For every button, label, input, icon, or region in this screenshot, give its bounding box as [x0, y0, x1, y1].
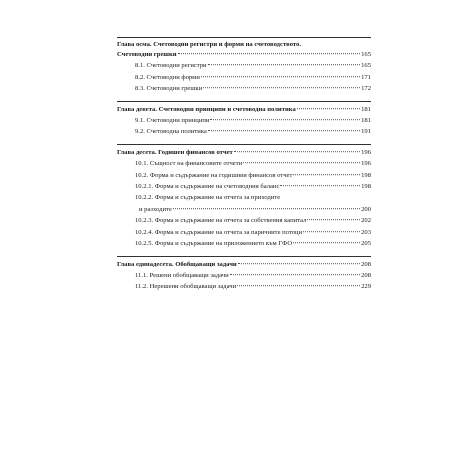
toc-entry-label: 10.2. Форма и съдържание на годишния финансов отчет — [135, 171, 293, 179]
toc-entry-page: 205 — [361, 240, 371, 248]
dot-leader — [238, 263, 360, 264]
chapter-9-page: 181 — [361, 105, 371, 113]
toc-entry-label: 8.2. Счетоводни форми — [135, 73, 200, 81]
toc-entry-8-1 — [117, 60, 371, 71]
dot-leader — [208, 131, 360, 132]
toc-entry-page: 203 — [361, 228, 371, 236]
chapter-10-title: Глава десета. Годишен финансов отчет — [117, 148, 233, 156]
toc-entry-10-2-2-line1 — [117, 192, 371, 203]
dot-leader — [210, 119, 360, 120]
toc-entry-10-1 — [117, 158, 371, 169]
dot-leader — [297, 108, 360, 109]
toc-entry-page: 181 — [361, 117, 371, 125]
toc-entry-page: 171 — [361, 73, 371, 81]
chapter-11-title: Глава единадесета. Обобщаващи задачи — [117, 260, 237, 268]
toc-entry-label: 8.3. Счетоводни грешки — [135, 85, 203, 93]
toc-entry-label: и разходите — [139, 205, 172, 213]
toc-entry-label: 10.2.1. Форма и съдържание на счетоводния баланс — [135, 183, 280, 191]
toc-entry-11-1 — [117, 270, 371, 281]
chapter-10 — [117, 145, 371, 256]
dot-leader — [293, 242, 360, 243]
dot-leader — [237, 286, 360, 287]
chapter-11 — [117, 257, 371, 299]
dot-leader — [230, 274, 360, 275]
dot-leader — [173, 208, 360, 209]
toc-entry-page: 208 — [361, 271, 371, 279]
toc-entry-label: 10.2.5. Форма и съдържание на приложението към ГФО — [135, 240, 293, 248]
chapter-8-heading — [117, 40, 371, 60]
toc-entry-label: 11.2. Нерешени обобщаващи задачи — [135, 283, 237, 291]
table-of-contents — [117, 37, 371, 299]
chapter-11-page: 208 — [361, 260, 371, 268]
dot-leader — [243, 162, 360, 163]
toc-entry-page: 191 — [361, 128, 371, 136]
toc-entry-10-2-2-line2 — [117, 204, 371, 215]
chapter-8-page: 165 — [361, 51, 371, 59]
chapter-9-heading — [117, 104, 371, 115]
toc-entry-page: 229 — [361, 283, 371, 291]
toc-entry-page: 198 — [361, 183, 371, 191]
toc-entry-10-2-3 — [117, 215, 371, 226]
dot-leader — [303, 231, 360, 232]
toc-entry-label: 11.1. Решени обобщаващи задачи — [135, 271, 229, 279]
chapter-10-page: 196 — [361, 148, 371, 156]
chapter-8-title-line2: Счетоводни грешки — [117, 51, 177, 59]
chapter-10-heading — [117, 147, 371, 158]
chapter-8-title-line1: Глава осма. Счетоводни регистри и форми на счетоводството. — [117, 41, 302, 48]
chapter-9 — [117, 102, 371, 144]
toc-entry-page: 172 — [361, 85, 371, 93]
dot-leader — [203, 87, 360, 88]
dot-leader — [234, 151, 360, 152]
toc-entry-8-3 — [117, 83, 371, 94]
toc-entry-label: 10.1. Същност на финансовите отчети — [135, 160, 243, 168]
toc-entry-page: 200 — [361, 205, 371, 213]
toc-entry-label: 10.2.2. Форма и съдържание на отчета за приходите — [135, 194, 281, 202]
toc-entry-11-2 — [117, 281, 371, 292]
toc-entry-9-1 — [117, 115, 371, 126]
toc-entry-label: 10.2.4. Форма и съдържание на отчета за паричните потоци — [135, 228, 303, 236]
chapter-11-heading — [117, 259, 371, 270]
toc-entry-page: 196 — [361, 160, 371, 168]
dot-leader — [178, 53, 361, 54]
toc-entry-label: 10.2.3. Форма и съдържание на отчета за собствения капитал — [135, 217, 307, 225]
toc-entry-10-2-5 — [117, 238, 371, 249]
dot-leader — [307, 219, 360, 220]
chapter-9-title: Глава девета. Счетоводни принципи и счетоводна политика — [117, 105, 296, 113]
toc-entry-label: 9.2. Счетоводна политика — [135, 128, 207, 136]
toc-entry-9-2 — [117, 126, 371, 137]
toc-entry-page: 198 — [361, 171, 371, 179]
toc-entry-10-2 — [117, 170, 371, 181]
toc-entry-10-2-4 — [117, 227, 371, 238]
toc-entry-page: 165 — [361, 62, 371, 70]
toc-entry-label: 8.1. Счетоводни регистри — [135, 62, 207, 70]
toc-entry-8-2 — [117, 72, 371, 83]
toc-entry-10-2-1 — [117, 181, 371, 192]
dot-leader — [208, 65, 361, 66]
dot-leader — [293, 174, 360, 175]
dot-leader — [280, 185, 360, 186]
dot-leader — [201, 76, 360, 77]
toc-entry-label: 9.1. Счетоводни принципи — [135, 117, 210, 125]
toc-entry-page: 202 — [361, 217, 371, 225]
chapter-8 — [117, 38, 371, 101]
